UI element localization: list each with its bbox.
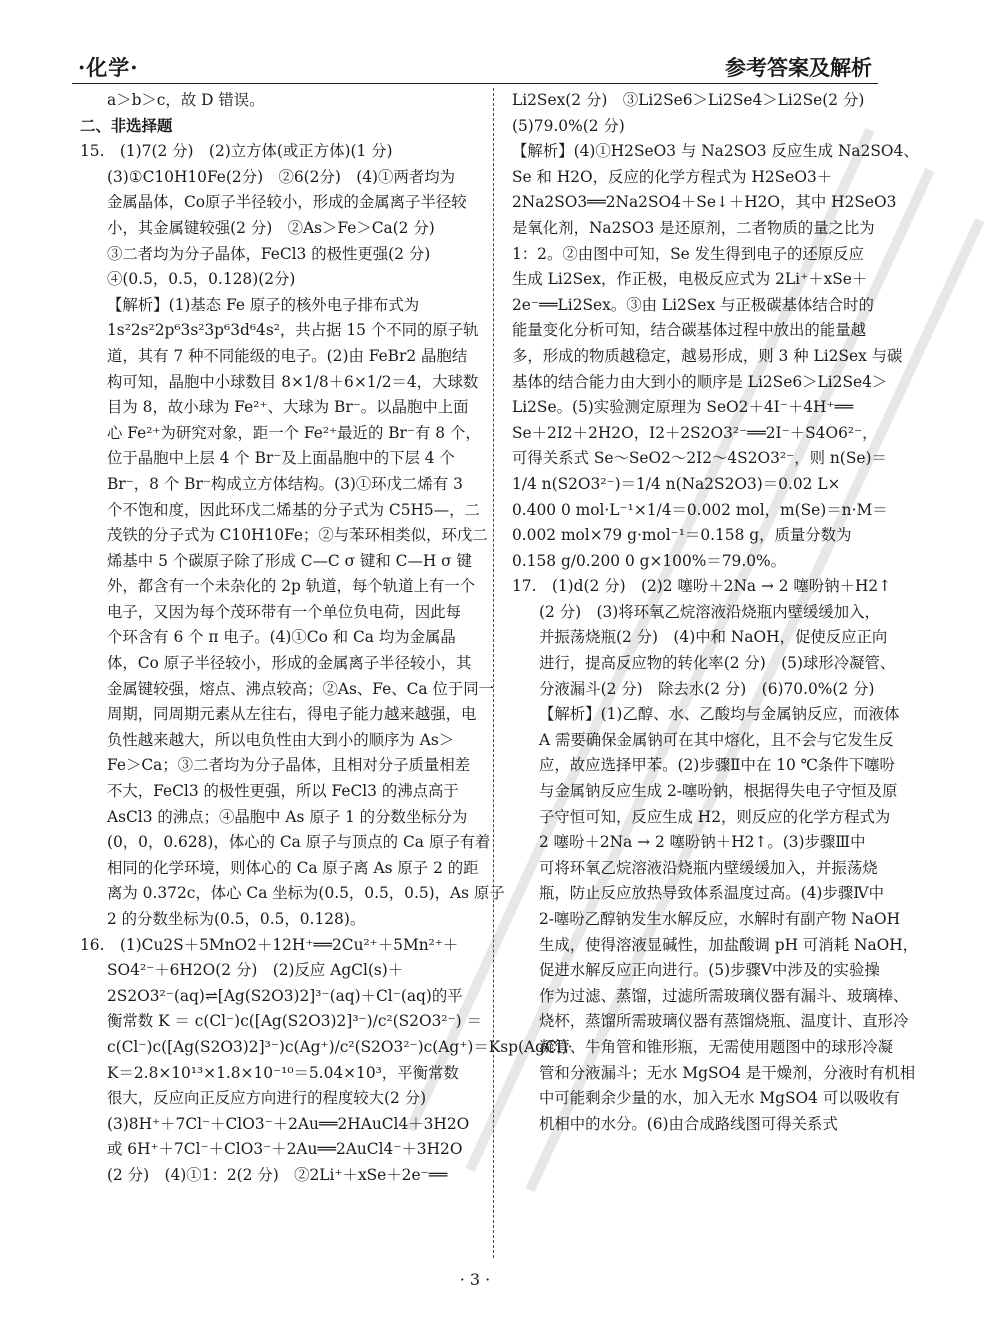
text-line: 很大，反应向正反应方向进行的程度较大(2 分): [107, 1089, 427, 1108]
page-number: · 3 ·: [459, 1270, 491, 1289]
text-line: 多，形成的物质越稳定，越易形成，则 3 种 Li2Sex 与碳: [512, 346, 903, 365]
column-divider: [493, 88, 494, 1258]
header-rule: [72, 83, 878, 84]
text-line: Li2Sex(2 分) ③Li2Se6＞Li2Se4＞Li2Se(2 分): [512, 91, 865, 109]
text-line: 【解析】(1)乙醇、水、乙酸均与金属钠反应，而液体: [539, 705, 900, 724]
text-line: 【解析】(4)①H2SeO3 与 Na2SO3 反应生成 Na2SO4、: [512, 142, 919, 161]
text-line: 机相中的水分。(6)由合成路线图可得关系式: [539, 1114, 838, 1133]
text-line: Fe＞Ca；③二者均为分子晶体，且相对分子质量相差: [107, 756, 471, 775]
text-line: Se 和 H2O，反应的化学方程式为 H2SeO3＋: [512, 167, 833, 186]
text-line: 1/4 n(S2O3²⁻)＝1/4 n(Na2S2O3)＝0.02 L×: [512, 474, 841, 493]
text-line: 2Na2SO3══2Na2SO4＋Se↓＋H2O，其中 H2SeO3: [512, 193, 897, 212]
text-line: 目为 8，故小球为 Fe²⁺、大球为 Br⁻。以晶胞中上面: [107, 398, 469, 417]
text-line: 2 噻吩＋2Na → 2 噻吩钠＋H2↑。(3)步骤Ⅲ中: [539, 833, 866, 852]
text-line: 进行，提高反应物的转化率(2 分) (5)球形冷凝管、: [539, 654, 896, 673]
text-line: (0，0，0.628)，体心的 Ca 原子与顶点的 Ca 原子有着: [107, 833, 491, 852]
text-line: 可将环氧乙烷溶液沿烧瓶内壁缓缓加入，并振荡烧: [539, 858, 878, 877]
text-line: 15. (1)7(2 分) (2)立方体(或正方体)(1 分): [80, 142, 393, 161]
text-line: K＝2.8×10¹³×1.8×10⁻¹⁰＝5.04×10³，平衡常数: [107, 1063, 459, 1082]
text-line: 作为过滤、蒸馏，过滤所需玻璃仪器有漏斗、玻璃棒、: [539, 986, 909, 1005]
text-line: 促进水解反应正向进行。(5)步骤Ⅴ中涉及的实验操: [539, 961, 880, 980]
text-line: 并振荡烧瓶(2 分) (4)中和 NaOH，促使反应正向: [539, 628, 888, 647]
text-line: a＞b＞c，故 D 错误。: [107, 91, 265, 109]
text-line: 17. (1)d(2 分) (2)2 噻吩＋2Na → 2 噻吩钠＋H2↑: [512, 577, 892, 596]
text-line: 能量变化分析可知，结合碳基体过程中放出的能量越: [512, 321, 866, 340]
text-line: 0.002 mol×79 g·mol⁻¹＝0.158 g，质量分数为: [512, 526, 852, 545]
text-line: 道，其有 7 种不同能级的电子。(2)由 FeBr2 晶胞结: [107, 346, 468, 365]
text-line: 16. (1)Cu2S＋5MnO2＋12H⁺══2Cu²⁺＋5Mn²⁺＋: [80, 935, 459, 954]
text-line: (2 分) (4)①1：2(2 分) ②2Li⁺＋xSe＋2e⁻══: [107, 1165, 448, 1184]
text-line: (2 分) (3)将环氧乙烷溶液沿烧瓶内壁缓缓加入，: [539, 602, 880, 621]
text-line: 个不饱和度，因此环戊二烯基的分子式为 C5H5—，二: [107, 500, 480, 519]
text-line: Se＋2I2＋2H2O，I2＋2S2O3²⁻══2I⁻＋S4O6²⁻，: [512, 423, 878, 442]
text-line: A 需要确保金属钠可在其中熔化，且不会与它发生反: [539, 730, 894, 749]
text-line: 可得关系式 Se～SeO2～2I2～4S2O3²⁻，则 n(Se)＝: [512, 449, 887, 468]
text-line: AsCl3 的沸点；④晶胞中 As 原子 1 的分数坐标分为: [107, 807, 468, 826]
text-line: c(Cl⁻)c([Ag(S2O3)2]³⁻)c(Ag⁺)/c²(S2O3²⁻)c(Ag⁺)＝Ksp(AgCl)·: [107, 1037, 573, 1056]
text-line: 2S2O3²⁻(aq)⇌[Ag(S2O3)2]³⁻(aq)＋Cl⁻(aq)的平: [107, 986, 463, 1005]
text-line: 凝管、牛角管和锥形瓶，无需使用题图中的球形冷凝: [539, 1037, 893, 1056]
right-column: [512, 88, 919, 1137]
text-line: 0.400 0 mol·L⁻¹×1/4＝0.002 mol，m(Se)＝n·M＝: [512, 500, 888, 519]
text-line: 不大，FeCl3 的极性更强，所以 FeCl3 的沸点高于: [107, 782, 459, 801]
text-line: 基体的结合能力由大到小的顺序是 Li2Se6＞Li2Se4＞: [512, 372, 888, 391]
text-line: 【解析】(1)基态 Fe 原子的核外电子排布式为: [107, 295, 420, 314]
text-line: 相同的化学环境，则体心的 Ca 原子离 As 原子 2 的距: [107, 858, 479, 877]
text-line: 体，Co 原子半径较小，形成的金属离子半径较小，其: [107, 654, 472, 673]
text-line: (3)8H⁺＋7Cl⁻＋ClO3⁻＋2Au══2HAuCl4＋3H2O: [107, 1114, 470, 1133]
text-line: 子守恒可知，反应生成 H2，则反应的化学方程式为: [539, 807, 891, 826]
text-line: Li2Se。(5)实验测定原理为 SeO2＋4I⁻＋4H⁺══: [512, 398, 854, 417]
text-line: 瓶，防止反应放热导致体系温度过高。(4)步骤Ⅳ中: [539, 884, 884, 903]
text-line: 1s²2s²2p⁶3s²3p⁶3d⁶4s²，共占据 15 个不同的原子轨: [107, 321, 479, 340]
text-line: 负性越来越大，所以电负性由大到小的顺序为 As＞: [107, 730, 455, 749]
text-line: 茂铁的分子式为 C10H10Fe；②与苯环相类似，环戊二: [107, 526, 488, 545]
text-line: 管和分液漏斗；无水 MgSO4 是干燥剂，分液时有机相: [539, 1063, 916, 1082]
text-line: 二、非选择题: [80, 116, 173, 135]
text-line: 烯基中 5 个碳原子除了形成 C—C σ 键和 C—H σ 键: [107, 551, 472, 570]
text-line: 0.158 g/0.200 0 g×100%＝79.0%。: [512, 551, 787, 570]
text-line: 分液漏斗(2 分) 除去水(2 分) (6)70.0%(2 分): [539, 679, 875, 698]
text-line: 构可知，晶胞中小球数目 8×1/8＋6×1/2＝4，大球数: [107, 372, 479, 391]
text-line: 生成，使得溶液显碱性，加盐酸调 pH 可消耗 NaOH，: [539, 935, 919, 954]
text-line: 与金属钠反应生成 2-噻吩钠，根据得失电子守恒及原: [539, 782, 898, 801]
text-line: 衡常数 K ＝ c(Cl⁻)c([Ag(S2O3)2]³⁻)/c²(S2O3²⁻) ＝: [107, 1012, 482, 1031]
text-line: 是氧化剂，Na2SO3 是还原剂，二者物质的量之比为: [512, 218, 875, 237]
subject-header: ·化学·: [78, 55, 139, 80]
section-header: 参考答案及解析: [725, 55, 872, 80]
text-line: 离为 0.372c，体心 Ca 坐标为(0.5，0.5，0.5)，As 原子: [107, 884, 505, 903]
text-line: 2e⁻══Li2Sex。③由 Li2Sex 与正极碳基体结合时的: [512, 295, 874, 314]
text-line: 个环含有 6 个 π 电子。(4)①Co 和 Ca 均为金属晶: [107, 628, 456, 647]
text-line: 外，都含有一个未杂化的 2p 轨道，每个轨道上有一个: [107, 577, 476, 596]
text-line: (5)79.0%(2 分): [512, 116, 625, 135]
text-line: 2 的分数坐标为(0.5，0.5，0.128)。: [107, 910, 366, 928]
text-line: 电子，又因为每个茂环带有一个单位负电荷，因此每: [107, 602, 461, 621]
text-line: 1：2。②由图中可知，Se 发生得到电子的还原反应: [512, 244, 864, 263]
text-line: 烧杯，蒸馏所需玻璃仪器有蒸馏烧瓶、温度计、直形冷: [539, 1012, 909, 1031]
text-line: 金属晶体，Co原子半径较小，形成的金属离子半径较: [107, 193, 467, 212]
text-line: 金属键较强，熔点、沸点较高；②As、Fe、Ca 位于同一: [107, 679, 495, 698]
text-line: 小，其金属键较强(2 分) ②As＞Fe＞Ca(2 分): [107, 218, 435, 237]
text-line: 心 Fe²⁺为研究对象，距一个 Fe²⁺最近的 Br⁻有 8 个，: [107, 423, 481, 442]
text-line: 2-噻吩乙醇钠发生水解反应，水解时有副产物 NaOH: [539, 910, 900, 928]
text-line: Br⁻，8 个 Br⁻构成立方体结构。(3)①环戊二烯有 3: [107, 474, 463, 493]
text-line: ④(0.5，0.5，0.128)(2分): [107, 270, 296, 289]
text-line: 周期，同周期元素从左往右，得电子能力越来越强，电: [107, 705, 477, 724]
text-line: (3)①C10H10Fe(2分) ②6(2分) (4)①两者均为: [107, 167, 456, 186]
text-line: 应，故应选择甲苯。(2)步骤Ⅱ中在 10 ℃条件下噻吩: [539, 756, 895, 775]
text-line: 中可能剩余少量的水，加入无水 MgSO4 可以吸收有: [539, 1089, 900, 1108]
text-line: 生成 Li2Sex，作正极，电极反应式为 2Li⁺＋xSe＋: [512, 270, 868, 289]
text-line: 位于晶胞中上层 4 个 Br⁻及上面晶胞中的下层 4 个: [107, 449, 455, 468]
text-line: ③二者均为分子晶体，FeCl3 的极性更强(2 分): [107, 244, 431, 263]
text-line: 或 6H⁺＋7Cl⁻＋ClO3⁻＋2Au══2AuCl4⁻＋3H2O: [107, 1140, 463, 1159]
text-line: SO4²⁻＋6H2O(2 分) (2)反应 AgCl(s)＋: [107, 961, 404, 980]
